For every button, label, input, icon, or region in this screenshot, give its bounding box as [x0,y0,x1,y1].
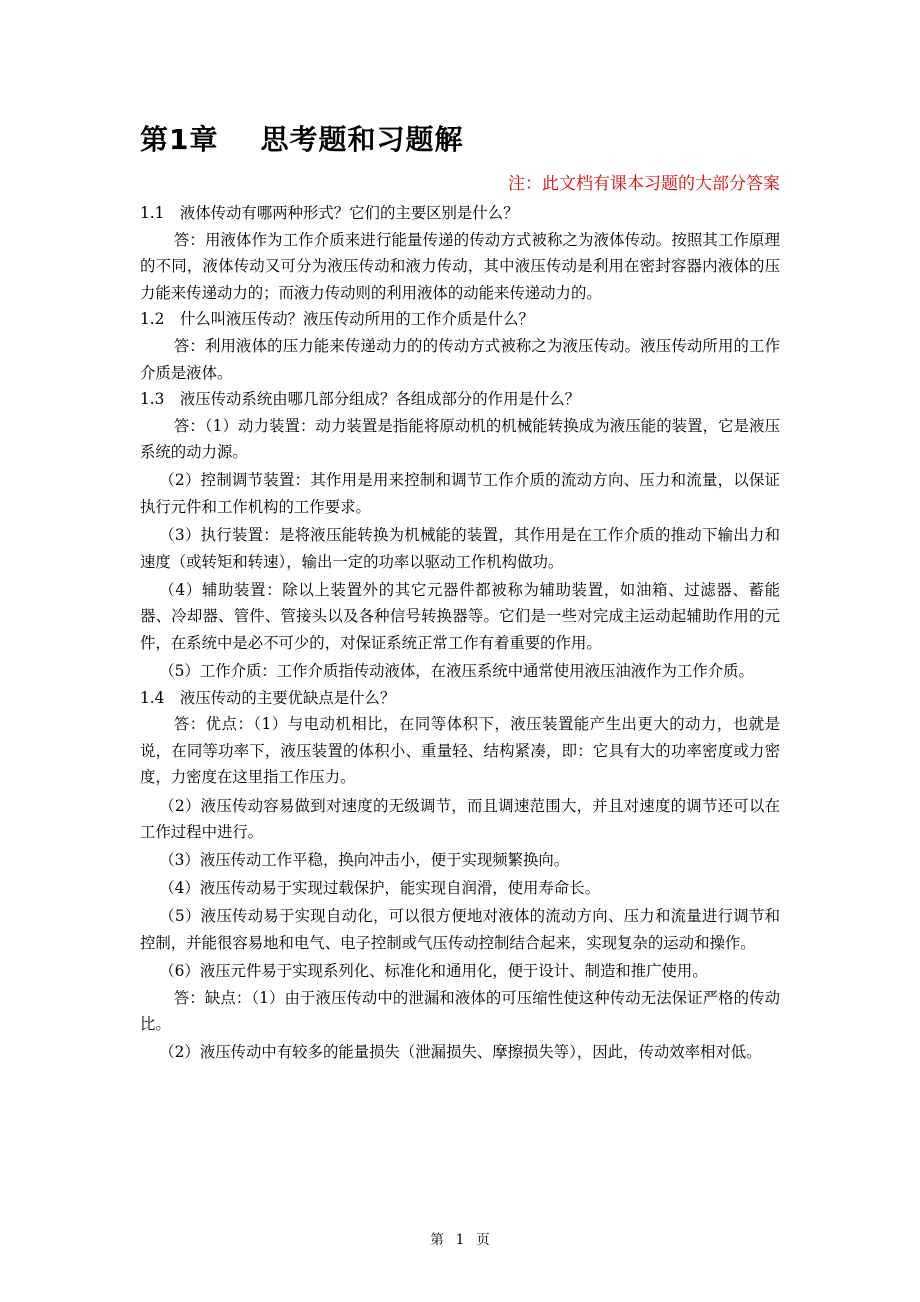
answer-paragraph: （2）液压传动中有较多的能量损失（泄漏损失、摩擦损失等），因此，传动效率相对低。 [159,1043,762,1062]
answer-paragraph: 答：（1）动力装置：动力装置是指能将原动机的机械能转换成为液压能的装置，它是液压系统的动力源。 [140,416,780,462]
answer-paragraph: 答：优点：（1）与电动机相比，在同等体积下，液压装置能产生出更大的动力，也就是说，在同等功率下，液压装置的体积小、重量轻、结构紧凑，即：它具有大的功率密度或力密度，力密度在这里指工作压力。 [140,715,780,787]
answer-paragraph: 答：用液体作为工作介质来进行能量传递的传动方式被称之为液体传动。按照其工作原理的不同，液体传动又可分为液压传动和液力传动，其中液压传动是利用在密封容器内液体的压力能来传递动力的；而液力传动则的利用液体的动能来传递动力的。 [140,230,780,302]
question-paragraph: 1.3 液压传动系统由哪几部分组成？各组成部分的作用是什么？ [140,390,581,409]
question-paragraph: 1.2 什么叫液压传动？液压传动所用的工作介质是什么？ [140,310,534,329]
answer-note: 注：此文档有课本习题的大部分答案 [508,174,780,194]
answer-paragraph: （4）液压传动易于实现过载保护，能实现自润滑，使用寿命长。 [159,879,600,898]
answer-paragraph: （5）液压传动易于实现自动化，可以很方便地对液体的流动方向、压力和流量进行调节和控制，并能很容易地和电气、电子控制或气压传动控制结合起来，实现复杂的运动和操作。 [140,907,780,953]
page-footer [0,1228,920,1248]
question-paragraph: 1.4 液压传动的主要优缺点是什么？ [140,688,396,707]
answer-paragraph: （2）控制调节装置：其作用是用来控制和调节工作介质的流动方向、压力和流量，以保证执行元件和工作机构的工作要求。 [140,471,780,517]
answer-paragraph: （4）辅助装置：除以上装置外的其它元器件都被称为辅助装置，如油箱、过滤器、蓄能器、冷却器、管件、管接头以及各种信号转换器等。它们是一些对完成主运动起辅助作用的元件，在系统中是必不可少的，对保证系统正常工作有着重要的作用。 [140,580,780,652]
footer-suffix: 页 [476,1232,490,1248]
answer-paragraph: （5）工作介质：工作介质指传动液体，在液压系统中通常使用液压油液作为工作介质。 [159,662,754,681]
question-paragraph: 1.1 液体传动有哪两种形式？它们的主要区别是什么？ [140,204,519,222]
document-body [140,200,780,1066]
answer-paragraph: （2）液压传动容易做到对速度的无级调节，而且调速范围大，并且对速度的调节还可以在工作过程中进行。 [140,796,780,842]
answer-paragraph: （3）液压传动工作平稳，换向冲击小，便于实现频繁换向。 [159,851,570,870]
chapter-title [140,118,464,158]
page-number: 1 [455,1232,465,1248]
chapter-number: 第1章 [140,123,219,156]
answer-paragraph: 答：缺点：（1）由于液压传动中的泄漏和液体的可压缩性使这种传动无法保证严格的传动比。 [140,988,780,1034]
answer-paragraph: （6）液压元件易于实现系列化、标准化和通用化，便于设计、制造和推广使用。 [159,962,708,981]
answer-paragraph: （3）执行装置：是将液压能转换为机械能的装置，其作用是在工作介质的推动下输出力和速度（或转矩和转速），输出一定的功率以驱动工作机构做功。 [140,526,780,571]
chapter-heading: 思考题和习题解 [260,123,464,156]
answer-paragraph: 答：利用液体的压力能来传递动力的的传动方式被称之为液压传动。液压传动所用的工作介质是液体。 [140,336,780,382]
footer-prefix: 第 [430,1232,444,1248]
